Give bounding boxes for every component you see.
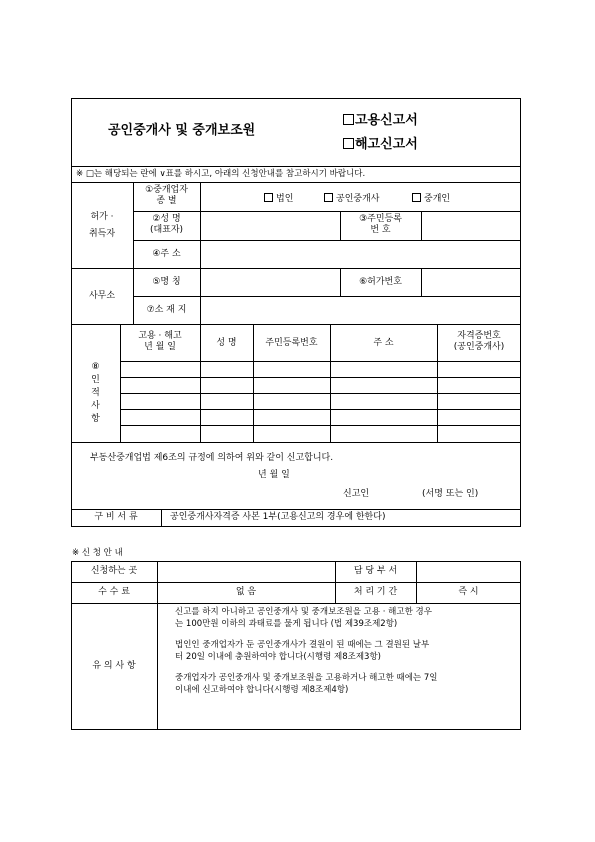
note-item: 중개업자가 공인중개사 및 중개보조원을 고용하거나 해고한 때에는 7일: [175, 673, 438, 683]
department-label: 담 당 부 서: [353, 566, 398, 576]
type-option-corporation[interactable]: 법인: [264, 193, 293, 205]
note-item: 법인인 중개업자가 둔 공인중개사가 결원이 된 때에는 그 결원된 날부: [175, 640, 430, 650]
processing-period-label: 처 리 기 간: [353, 587, 398, 597]
fee-label: 수 수 료: [98, 587, 130, 597]
processing-period-value: 즉 시: [458, 587, 479, 597]
type-option-licensed-agent[interactable]: 공인중개사: [324, 193, 379, 205]
col-header-rrn: 주민등록번호: [265, 338, 318, 348]
department-value: [417, 562, 520, 581]
instruction-note: ※ □는 해당되는 란에 ∨표를 하시고, 아래의 신청안내를 참고하시기 바랍니다.: [76, 169, 366, 179]
business-type-label: ①중개업자 종 별: [145, 185, 188, 206]
office-location-input[interactable]: [201, 297, 520, 323]
fire-report-label: 해고신고서: [355, 137, 418, 152]
licensee-section-label: 허가 · 취득자: [88, 212, 116, 239]
declaration-text: 부동산중개업법 제6조의 규정에 의하여 위와 같이 신고합니다.: [90, 453, 334, 463]
form-title: 공인중개사 및 중개보조원: [108, 123, 256, 138]
fire-report-option[interactable]: [343, 137, 418, 153]
signer-label: 신고인: [343, 489, 370, 499]
licensee-address-input[interactable]: [201, 241, 520, 267]
rrn-label: ③주민등록 번 호: [359, 214, 402, 235]
required-docs-label: 구 비 서 류: [94, 512, 138, 522]
hire-report-option[interactable]: [343, 113, 418, 129]
hire-report-label: 고용신고서: [355, 113, 418, 128]
fire-report-checkbox[interactable]: [343, 138, 354, 149]
where-to-apply-label: 신청하는 곳: [90, 566, 138, 576]
representative-name-label: ②성 명 (대표자): [149, 214, 184, 235]
notes-label: 유 의 사 항: [92, 661, 136, 671]
type-option-broker[interactable]: 중개인: [412, 193, 450, 205]
office-name-input[interactable]: [201, 269, 339, 295]
license-number-input[interactable]: [422, 269, 520, 295]
note-item: 터 20일 이내에 충원하여야 합니다(시행령 제8조제3항): [175, 652, 381, 662]
office-name-label: ⑤명 칭: [152, 277, 181, 287]
guide-title: ※ 신 청 안 내: [72, 548, 123, 558]
notes-text: [175, 606, 437, 696]
required-docs-value: 공인중개사자격증 사본 1부(고용신고의 경우에 한한다): [170, 512, 386, 522]
licensed-agent-checkbox[interactable]: [324, 193, 333, 202]
col-header-date: 고용 · 해고 년 월 일: [138, 331, 182, 352]
licensee-address-label: ④주 소: [152, 249, 181, 259]
note-item: 이내에 신고하여야 합니다(시행령 제8조제4항): [175, 685, 349, 695]
signature-hint: (서명 또는 인): [422, 489, 479, 499]
office-section-label: 사무소: [88, 291, 116, 301]
note-item: 신고를 하지 아니하고 공인중개사 및 중개보조원을 고용 · 해고한 경우: [175, 607, 432, 617]
declaration-date: 년 월 일: [258, 470, 290, 480]
note-item: 는 100만원 이하의 과태료를 물게 됩니다 (법 제39조제2항): [175, 619, 398, 629]
fee-value: 없 음: [235, 587, 257, 597]
office-location-label: ⑦소 재 지: [146, 305, 187, 315]
license-number-label: ⑥허가번호: [359, 277, 402, 287]
hire-report-checkbox[interactable]: [343, 114, 354, 125]
corporation-checkbox[interactable]: [264, 193, 273, 202]
where-to-apply-value: [158, 562, 334, 581]
rrn-input[interactable]: [422, 212, 520, 239]
representative-name-input[interactable]: [201, 212, 339, 239]
col-header-address: 주 소: [373, 338, 394, 348]
col-header-name: 성 명: [216, 338, 237, 348]
personnel-section-label: ⑧ 인 적 사 항: [91, 362, 100, 424]
broker-checkbox[interactable]: [412, 193, 421, 202]
col-header-cert-no: 자격증번호 (공인중개사): [453, 331, 505, 352]
